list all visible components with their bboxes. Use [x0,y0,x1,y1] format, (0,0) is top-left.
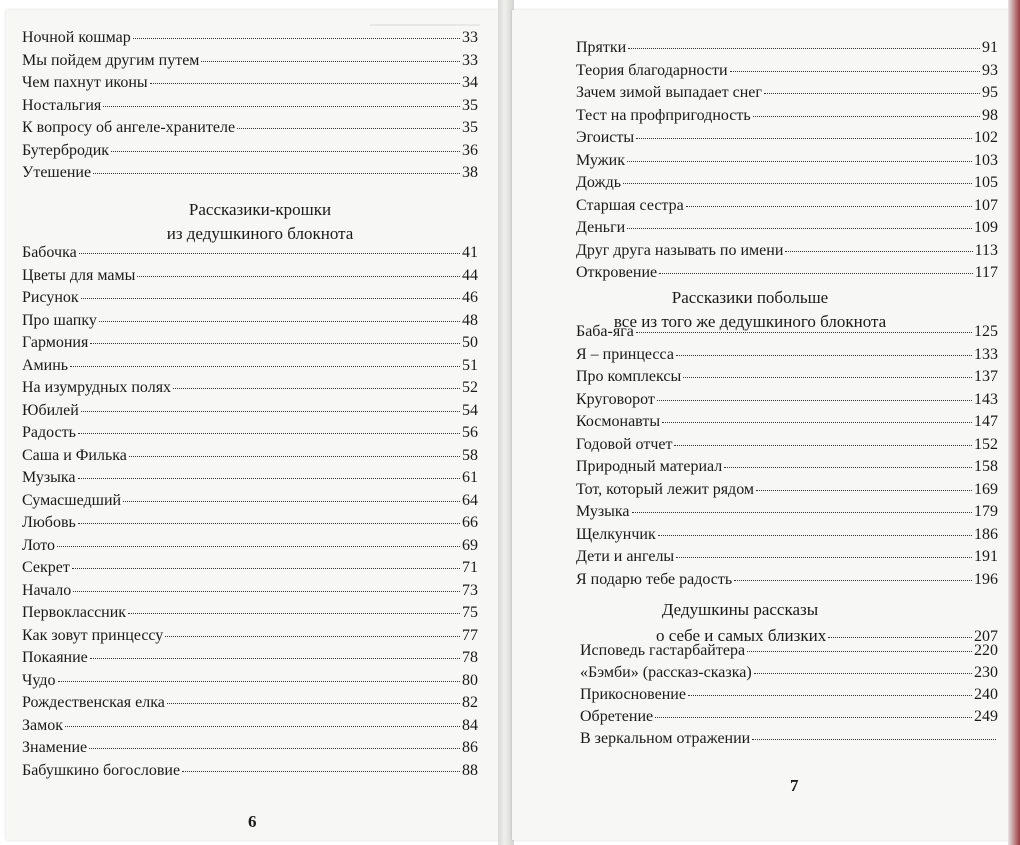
toc-entry [580,729,998,749]
toc-entry [22,693,478,713]
toc-leader [688,695,972,696]
toc-entry-title: Тест на профпригодность [576,106,751,124]
toc-entry-title: Сумасшедший [22,491,122,509]
toc-page-number: 113 [974,241,998,259]
toc-entry-title: Друг друга называть по имени [576,241,784,259]
toc-page-number: 54 [462,401,478,419]
toc-entry [576,367,998,387]
left-section-heading-line2: из дедушкиного блокнота [166,224,354,243]
right-section2-heading-line1: Рассказики побольше [671,288,829,307]
toc-entry-title: Бутербродик [22,141,110,159]
toc-leader [628,48,980,49]
toc-entry [580,685,998,705]
toc-entry-title: Дети и ангелы [576,548,675,565]
right-page-number: 7 [790,776,799,795]
toc-entry-title: Ночной кошмар [22,29,131,46]
toc-entry [576,38,998,58]
toc-page-number: 196 [974,570,998,588]
toc-entry [22,378,478,398]
toc-entry-title: Баба-яга [576,323,634,340]
toc-entry-title: Старшая сестра [576,196,684,214]
toc-page-number: 35 [462,96,478,114]
toc-entry-title: Саша и Филька [22,446,127,464]
toc-entry-title: Утешение [22,164,92,181]
toc-leader [128,613,460,614]
toc-page-number: 240 [974,686,998,703]
toc-leader [734,580,972,581]
toc-page-number: 51 [462,356,478,374]
toc-leader [662,422,972,423]
toc-entry [576,570,998,590]
toc-leader [89,748,460,749]
left-section-heading [20,198,500,246]
toc-entry-title: Прикосновение [580,686,686,703]
toc-page-number: 133 [974,345,998,363]
toc-entry-title: Природный материал [576,458,723,475]
toc-page-number: 69 [462,536,478,554]
toc-entry-title: Рождественская елка [22,694,165,711]
toc-page-number: 179 [974,503,998,520]
toc-entry [22,423,478,443]
toc-page-number: 71 [462,559,478,576]
toc-entry [22,141,478,161]
toc-page-number: 98 [982,106,998,124]
toc-leader [623,183,972,184]
toc-entry [22,118,478,138]
toc-leader [747,651,972,652]
toc-leader [81,411,460,412]
toc-entry-title: Радость [22,424,76,441]
toc-entry [576,241,998,261]
toc-leader [137,276,460,277]
toc-entry-title: Тот, который лежит рядом [576,480,755,498]
toc-leader [636,138,972,139]
toc-entry-title: Рисунок [22,289,79,306]
toc-leader [752,739,996,740]
toc-page-number: 78 [462,649,478,666]
toc-leader [103,106,460,107]
toc-page-number: 41 [462,244,478,261]
toc-entry [576,128,998,148]
toc-entry [22,738,478,758]
toc-page-number: 102 [974,129,998,146]
toc-leader [686,206,972,207]
toc-entry [22,536,478,556]
toc-leader [72,568,460,569]
toc-entry-title: Музыка [22,469,76,486]
toc-leader [636,332,972,333]
toc-entry-title: Космонавты [576,413,661,430]
toc-leader [764,93,980,94]
toc-leader [785,251,972,252]
right-section3-heading-line1: Дедушкины рассказы [661,600,819,619]
toc-entry-title: Секрет [22,559,70,576]
toc-page-number: 84 [462,716,478,734]
toc-entry-title: Цветы для мамы [22,266,136,284]
toc-entry-title: К вопросу об ангеле-хранителе [22,119,236,136]
toc-page-number: 249 [974,708,998,725]
toc-entry [22,603,478,623]
toc-page-number: 77 [462,626,478,644]
toc-page-number: 56 [462,424,478,441]
toc-page-number: 88 [462,761,478,779]
toc-entry [22,626,478,646]
toc-entry [22,356,478,376]
toc-entry [576,61,998,81]
toc-entry [22,716,478,736]
right-section2-heading-line2: все из того же дедушкиного блокнота [613,312,887,331]
toc-entry [576,390,998,410]
toc-entry-title: Деньги [576,219,626,236]
toc-page-number: 35 [462,119,478,136]
toc-page-number: 109 [974,219,998,236]
toc-entry [22,73,478,93]
toc-entry-title: Лото [22,536,56,554]
toc-page-number: 58 [462,446,478,464]
cover-edge [1008,0,1020,845]
toc-entry-title: Чудо [22,671,56,689]
toc-entry-title: Я – принцесса [576,345,674,363]
toc-entry-title: Зачем зимой выпадает снег [576,84,762,101]
toc-entry [22,491,478,511]
toc-leader [659,273,972,274]
toc-entry-title: Чем пахнут иконы [22,74,148,91]
toc-entry [576,218,998,238]
toc-page-number: 86 [462,739,478,756]
toc-page-number: 152 [974,435,998,453]
toc-page-number: 66 [462,514,478,531]
toc-leader [828,637,972,638]
toc-entry [580,641,998,661]
toc-entry [580,663,998,683]
toc-entry-title: Как зовут принцессу [22,626,164,644]
toc-entry [22,96,478,116]
toc-entry-title: Эгоисты [576,129,635,146]
toc-entry-title: В зеркальном отражении [580,730,751,747]
toc-entry-title: Юбилей [22,401,79,419]
toc-leader [730,71,980,72]
toc-page-number: 191 [974,548,998,565]
toc-entry-title: Ностальгия [22,96,102,114]
toc-entry [22,266,478,286]
toc-leader [150,83,460,84]
toc-leader [173,388,460,389]
toc-leader [90,343,460,344]
toc-entry-title: Знамение [22,739,88,756]
toc-leader [683,377,972,378]
toc-entry [576,412,998,432]
toc-leader [78,478,460,479]
toc-leader [632,512,972,513]
toc-leader [79,253,460,254]
toc-entry [22,243,478,263]
toc-leader [129,456,460,457]
toc-entry [576,345,998,365]
toc-page-number: 91 [982,39,998,56]
toc-leader [65,726,460,727]
toc-entry-title: Про шапку [22,311,97,329]
toc-entry [22,761,478,781]
toc-page-number: 117 [974,264,998,281]
toc-entry [22,558,478,578]
toc-leader [676,557,972,558]
toc-page-number: 64 [462,491,478,509]
toc-page-number: 220 [974,642,998,659]
toc-entry [22,163,478,183]
toc-leader [111,151,460,152]
toc-entry-title: Про комплексы [576,368,682,385]
toc-leader [123,501,460,502]
show-through-decoration [370,6,480,26]
toc-leader [657,400,972,401]
toc-leader [133,38,460,39]
toc-leader [676,355,972,356]
toc-entry [576,322,998,342]
toc-entry-title: Дождь [576,174,622,191]
toc-entry [580,707,998,727]
toc-page-number: 50 [462,334,478,351]
right-section3-heading [540,598,940,622]
toc-entry-title: Теория благодарности [576,61,728,79]
toc-page-number: 147 [974,413,998,430]
toc-page-number: 34 [462,74,478,91]
toc-leader [237,128,460,129]
toc-page-number: 38 [462,164,478,181]
toc-entry-title: Бабушкино богословие [22,761,181,779]
toc-entry-title: Замок [22,716,64,734]
toc-leader [57,546,460,547]
left-section-heading-line1: Рассказики-крошки [188,200,332,219]
toc-entry [22,401,478,421]
toc-entry [576,547,998,567]
toc-entry-title: Любовь [22,514,76,531]
toc-page-number: 33 [462,51,478,69]
toc-entry [576,83,998,103]
toc-leader [58,681,460,682]
toc-entry [576,502,998,522]
toc-entry [22,513,478,533]
toc-entry-title: «Бэмби» (рассказ-сказка) [580,664,752,681]
toc-page-number: 95 [982,84,998,101]
toc-page-number: 93 [982,61,998,79]
toc-page-number: 73 [462,581,478,599]
toc-leader [655,717,972,718]
toc-entry [22,311,478,331]
toc-entry [22,581,478,601]
toc-leader [674,445,972,446]
toc-leader [627,161,972,162]
toc-leader [754,673,972,674]
toc-page-number: 80 [462,671,478,689]
toc-entry [576,196,998,216]
toc-page-number: 61 [462,469,478,486]
toc-entry-title: Гармония [22,334,89,351]
toc-page-number: 52 [462,379,478,396]
left-page-number: 6 [248,812,257,831]
toc-entry [22,51,478,71]
toc-page-number: 230 [974,664,998,681]
toc-leader [165,636,460,637]
toc-leader [90,658,460,659]
toc-entry [576,435,998,455]
toc-entry [576,173,998,193]
toc-leader [78,523,460,524]
toc-entry-title: Мы пойдем другим путем [22,51,200,69]
toc-page-number: 105 [974,174,998,191]
toc-entry [576,151,998,171]
toc-entry-title: Щелкунчик [576,525,656,543]
toc-page-number: 46 [462,289,478,306]
toc-leader [78,433,460,434]
toc-page-number: 207 [974,628,998,645]
toc-leader [182,771,460,772]
toc-page-number: 158 [974,458,998,475]
toc-entry-title: Круговорот [576,390,655,408]
toc-page-number: 48 [462,311,478,329]
toc-entry [576,480,998,500]
toc-entry-title: Прятки [576,39,627,56]
toc-page-number: 143 [974,390,998,408]
toc-entry-title: Первоклассник [22,604,127,621]
toc-leader [93,173,460,174]
toc-entry [22,446,478,466]
right-section3-heading-line2: о себе и самых близких [656,626,827,645]
toc-leader [167,703,460,704]
toc-page-number: 107 [974,196,998,214]
toc-leader [81,298,460,299]
toc-page-number: 75 [462,604,478,621]
toc-entry-title: Бабочка [22,244,77,261]
toc-entry-title: Откровение [576,264,658,281]
toc-leader [753,116,980,117]
toc-entry-title: Мужик [576,151,626,169]
toc-entry-title: Годовой отчет [576,435,673,453]
toc-entry-title: Аминь [22,356,69,374]
toc-entry [22,671,478,691]
toc-page-number: 82 [462,694,478,711]
toc-page-number: 125 [974,323,998,340]
toc-leader [627,228,972,229]
toc-entry-title: На изумрудных полях [22,379,172,396]
toc-entry-title: Исповедь гастарбайтера [580,642,746,659]
toc-page-number: 186 [974,525,998,543]
toc-page-number: 33 [462,29,478,46]
toc-entry [22,468,478,488]
toc-leader [73,591,460,592]
toc-entry [576,457,998,477]
toc-entry [22,28,478,48]
toc-leader [756,490,972,491]
toc-leader [99,321,460,322]
toc-entry-title: Обретение [580,708,654,725]
toc-entry-title: Я подарю тебе радость [576,570,733,588]
toc-entry-title: Начало [22,581,72,599]
toc-page-number: 137 [974,368,998,385]
toc-leader [724,467,972,468]
toc-entry [22,288,478,308]
toc-entry [576,525,998,545]
toc-page-number: 36 [462,141,478,159]
toc-leader [201,61,460,62]
toc-entry-title: Музыка [576,503,630,520]
toc-entry [576,263,998,283]
toc-page-number: 103 [974,151,998,169]
toc-entry [22,333,478,353]
toc-leader [658,535,972,536]
toc-entry [22,648,478,668]
toc-page-number: 169 [974,480,998,498]
toc-entry-title: Покаяние [22,649,88,666]
toc-leader [70,366,460,367]
toc-entry [576,106,998,126]
toc-page-number: 44 [462,266,478,284]
